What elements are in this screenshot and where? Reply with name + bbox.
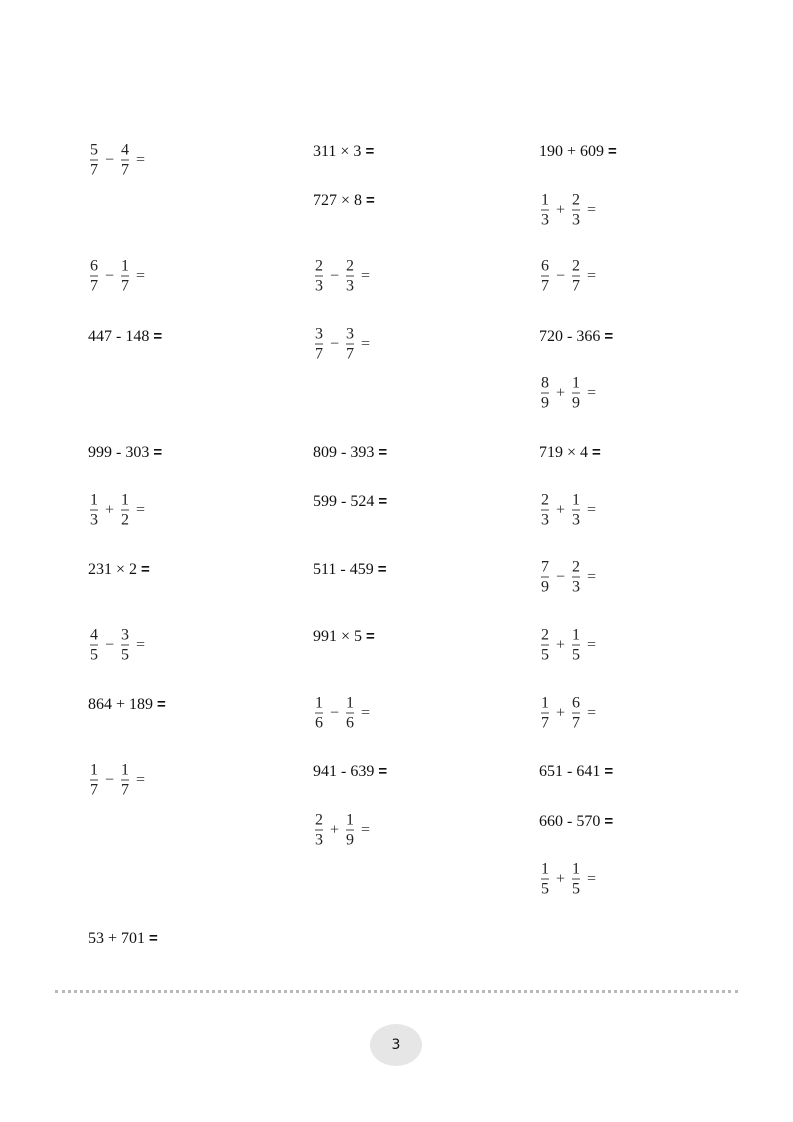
denominator: 2 (121, 511, 130, 529)
expression: 231 × 2 (88, 561, 138, 578)
operator: + (105, 501, 115, 518)
fraction (570, 492, 582, 529)
equals-sign: = (377, 561, 387, 578)
denominator: 7 (572, 277, 581, 295)
fraction-problem (88, 142, 145, 179)
numerator: 1 (90, 491, 98, 509)
denominator: 3 (541, 511, 549, 529)
equals-sign: = (366, 628, 375, 645)
numerator: 2 (572, 558, 581, 576)
numerator: 2 (572, 191, 581, 209)
denominator: 7 (346, 345, 355, 363)
fraction (313, 812, 325, 849)
expression: 447 - 148 (88, 328, 150, 345)
denominator: 6 (315, 714, 323, 732)
operator: + (556, 384, 566, 401)
fraction-bar (572, 210, 580, 211)
arithmetic-problem (539, 328, 613, 346)
expression: 511 - 459 (313, 561, 374, 578)
fraction (313, 326, 325, 363)
numerator: 1 (121, 257, 130, 275)
equals-sign: = (378, 444, 388, 461)
fraction (570, 258, 582, 295)
numerator: 1 (572, 626, 581, 644)
denominator: 3 (572, 511, 581, 529)
equals-sign: = (136, 501, 146, 518)
expression: 53 + 701 (88, 930, 146, 947)
numerator: 6 (541, 257, 549, 275)
fraction-bar (90, 160, 98, 161)
numerator: 1 (346, 811, 355, 829)
fraction (88, 492, 100, 529)
numerator: 6 (572, 694, 581, 712)
expression: 999 - 303 (88, 444, 150, 461)
arithmetic-problem (539, 143, 617, 161)
numerator: 2 (346, 257, 355, 275)
fraction-bar (541, 276, 549, 277)
fraction-problem (313, 812, 370, 849)
denominator: 7 (315, 345, 323, 363)
fraction (88, 762, 100, 799)
fraction (539, 695, 551, 732)
fraction-problem (313, 326, 370, 363)
numerator: 6 (90, 257, 98, 275)
numerator: 1 (90, 761, 98, 779)
denominator: 3 (315, 831, 323, 849)
fraction-bar (572, 393, 580, 394)
arithmetic-problem (88, 444, 162, 462)
fraction-bar (541, 210, 549, 211)
denominator: 7 (90, 161, 98, 179)
denominator: 3 (315, 277, 323, 295)
equals-sign: = (604, 328, 614, 345)
equals-sign: = (361, 821, 371, 838)
denominator: 9 (572, 394, 581, 412)
fraction (119, 762, 131, 799)
equals-sign: = (136, 636, 146, 653)
numerator: 1 (315, 694, 323, 712)
numerator: 2 (541, 491, 549, 509)
expression: 727 × 8 (313, 192, 363, 209)
equals-sign: = (592, 444, 601, 461)
fraction (539, 627, 551, 664)
fraction (539, 492, 551, 529)
arithmetic-problem (313, 561, 387, 579)
arithmetic-problem (313, 192, 375, 210)
fraction-bar (541, 879, 549, 880)
expression: 941 - 639 (313, 763, 375, 780)
fraction-bar (121, 780, 129, 781)
denominator: 3 (346, 277, 355, 295)
expression: 651 - 641 (539, 763, 601, 780)
numerator: 7 (541, 558, 549, 576)
equals-sign: = (587, 201, 597, 218)
fraction (119, 627, 131, 664)
fraction-bar (90, 645, 98, 646)
fraction-bar (121, 276, 129, 277)
expression: 719 × 4 (539, 444, 589, 461)
numerator: 2 (572, 257, 581, 275)
fraction-bar (541, 577, 549, 578)
expression: 190 + 609 (539, 143, 605, 160)
equals-sign: = (587, 636, 597, 653)
equals-sign: = (587, 384, 597, 401)
denominator: 3 (572, 211, 581, 229)
dotted-divider (55, 990, 738, 993)
operator: − (105, 771, 115, 788)
fraction-problem (88, 627, 145, 664)
fraction-problem (539, 258, 596, 295)
denominator: 5 (572, 880, 581, 898)
fraction (344, 326, 356, 363)
operator: − (556, 568, 566, 585)
arithmetic-problem (88, 930, 158, 948)
operator: − (105, 267, 115, 284)
fraction-problem (88, 492, 145, 529)
numerator: 1 (121, 491, 130, 509)
fraction (88, 258, 100, 295)
numerator: 1 (572, 860, 581, 878)
fraction (570, 695, 582, 732)
equals-sign: = (587, 568, 597, 585)
arithmetic-problem (539, 813, 613, 831)
equals-sign: = (366, 192, 375, 209)
denominator: 9 (541, 394, 549, 412)
fraction-problem (539, 627, 596, 664)
numerator: 8 (541, 374, 549, 392)
fraction-bar (315, 830, 323, 831)
fraction-bar (541, 645, 549, 646)
numerator: 1 (541, 191, 549, 209)
numerator: 3 (121, 626, 130, 644)
arithmetic-problem (539, 763, 613, 781)
denominator: 7 (541, 277, 549, 295)
equals-sign: = (608, 143, 617, 160)
expression: 809 - 393 (313, 444, 375, 461)
denominator: 7 (121, 161, 130, 179)
equals-sign: = (587, 501, 597, 518)
fraction-problem (313, 695, 370, 732)
fraction-bar (121, 510, 129, 511)
operator: − (105, 636, 115, 653)
fraction-problem (539, 192, 596, 229)
fraction-bar (572, 276, 580, 277)
fraction-bar (90, 276, 98, 277)
equals-sign: = (378, 763, 388, 780)
fraction-bar (121, 160, 129, 161)
fraction-bar (346, 713, 354, 714)
fraction (119, 142, 131, 179)
fraction-bar (541, 393, 549, 394)
numerator: 1 (346, 694, 355, 712)
denominator: 7 (90, 781, 98, 799)
denominator: 7 (121, 781, 130, 799)
operator: − (105, 151, 115, 168)
denominator: 7 (541, 714, 549, 732)
page-number-badge (370, 1024, 422, 1066)
fraction-bar (541, 713, 549, 714)
fraction (539, 258, 551, 295)
fraction (344, 695, 356, 732)
denominator: 3 (90, 511, 98, 529)
fraction-bar (346, 344, 354, 345)
denominator: 5 (90, 646, 98, 664)
numerator: 3 (315, 325, 323, 343)
denominator: 3 (572, 578, 581, 596)
equals-sign: = (153, 328, 163, 345)
arithmetic-problem (313, 628, 375, 646)
numerator: 2 (315, 257, 323, 275)
fraction-problem (539, 861, 596, 898)
arithmetic-problem (313, 493, 387, 511)
fraction (344, 258, 356, 295)
fraction-bar (90, 780, 98, 781)
arithmetic-problem (88, 328, 162, 346)
fraction (313, 695, 325, 732)
operator: − (330, 335, 340, 352)
fraction (570, 627, 582, 664)
denominator: 9 (541, 578, 549, 596)
fraction (344, 812, 356, 849)
denominator: 5 (121, 646, 130, 664)
page-number: 3 (391, 1037, 401, 1053)
operator: + (556, 870, 566, 887)
fraction-problem (88, 258, 145, 295)
expression: 864 + 189 (88, 696, 154, 713)
numerator: 1 (572, 374, 581, 392)
operator: − (556, 267, 566, 284)
operator: + (556, 201, 566, 218)
denominator: 9 (346, 831, 355, 849)
fraction-problem (539, 559, 596, 596)
fraction (313, 258, 325, 295)
numerator: 3 (346, 325, 355, 343)
operator: + (556, 704, 566, 721)
denominator: 5 (572, 646, 581, 664)
fraction-bar (572, 645, 580, 646)
operator: + (556, 501, 566, 518)
fraction-bar (346, 830, 354, 831)
numerator: 1 (121, 761, 130, 779)
fraction (570, 861, 582, 898)
fraction-bar (572, 510, 580, 511)
equals-sign: = (361, 704, 371, 721)
numerator: 1 (541, 694, 549, 712)
numerator: 4 (90, 626, 98, 644)
numerator: 5 (90, 141, 98, 159)
denominator: 6 (346, 714, 355, 732)
numerator: 4 (121, 141, 130, 159)
denominator: 7 (90, 277, 98, 295)
fraction (88, 142, 100, 179)
expression: 991 × 5 (313, 628, 363, 645)
equals-sign: = (157, 696, 166, 713)
fraction-bar (315, 713, 323, 714)
arithmetic-problem (313, 763, 387, 781)
arithmetic-problem (313, 143, 374, 161)
fraction-problem (539, 375, 596, 412)
numerator: 1 (572, 491, 581, 509)
fraction (539, 861, 551, 898)
arithmetic-problem (88, 696, 166, 714)
fraction-bar (90, 510, 98, 511)
fraction-bar (572, 879, 580, 880)
equals-sign: = (587, 704, 597, 721)
equals-sign: = (149, 930, 158, 947)
fraction-bar (121, 645, 129, 646)
fraction-bar (346, 276, 354, 277)
fraction-bar (315, 276, 323, 277)
arithmetic-problem (539, 444, 601, 462)
expression: 599 - 524 (313, 493, 375, 510)
denominator: 5 (541, 880, 549, 898)
numerator: 2 (541, 626, 549, 644)
equals-sign: = (361, 267, 371, 284)
fraction (539, 192, 551, 229)
fraction-problem (539, 695, 596, 732)
fraction-bar (541, 510, 549, 511)
fraction (539, 559, 551, 596)
fraction-bar (572, 577, 580, 578)
equals-sign: = (604, 763, 614, 780)
fraction-bar (572, 713, 580, 714)
equals-sign: = (361, 335, 371, 352)
arithmetic-problem (313, 444, 387, 462)
fraction-problem (313, 258, 370, 295)
equals-sign: = (136, 267, 146, 284)
numerator: 1 (541, 860, 549, 878)
operator: − (330, 704, 340, 721)
operator: − (330, 267, 340, 284)
equals-sign: = (587, 870, 597, 887)
fraction (570, 375, 582, 412)
equals-sign: = (141, 561, 150, 578)
arithmetic-problem (88, 561, 150, 579)
equals-sign: = (136, 771, 146, 788)
numerator: 2 (315, 811, 323, 829)
denominator: 7 (121, 277, 130, 295)
denominator: 5 (541, 646, 549, 664)
expression: 660 - 570 (539, 813, 601, 830)
fraction-problem (539, 492, 596, 529)
fraction-bar (315, 344, 323, 345)
fraction (570, 559, 582, 596)
fraction-problem (88, 762, 145, 799)
equals-sign: = (378, 493, 388, 510)
equals-sign: = (136, 151, 146, 168)
fraction (570, 192, 582, 229)
denominator: 3 (541, 211, 549, 229)
equals-sign: = (587, 267, 597, 284)
fraction (88, 627, 100, 664)
fraction (119, 258, 131, 295)
fraction (539, 375, 551, 412)
operator: + (330, 821, 340, 838)
expression: 311 × 3 (313, 143, 362, 160)
equals-sign: = (365, 143, 375, 160)
fraction (119, 492, 131, 529)
operator: + (556, 636, 566, 653)
denominator: 7 (572, 714, 581, 732)
equals-sign: = (153, 444, 163, 461)
expression: 720 - 366 (539, 328, 601, 345)
equals-sign: = (604, 813, 614, 830)
